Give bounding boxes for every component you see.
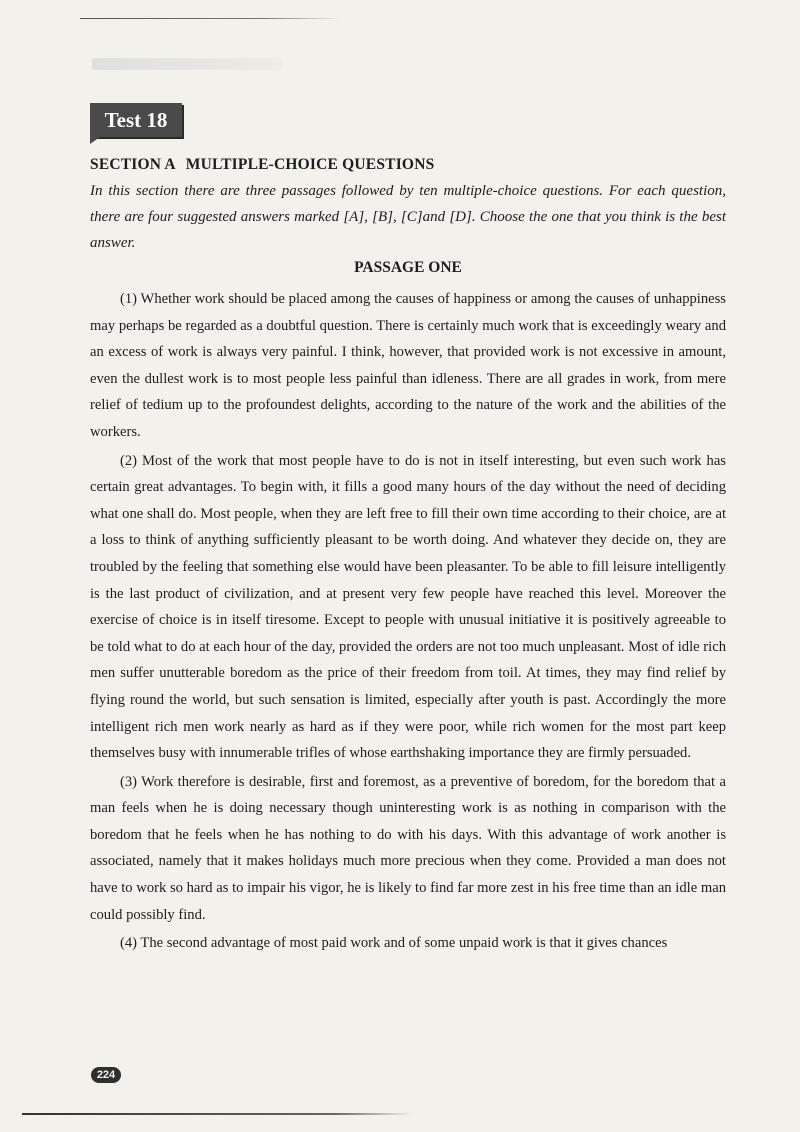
instructions: In this section there are three passages followed by ten multiple-choice questions. For each question, there are four suggested answers marked [A], [B], [C]and [D]. Choose the one that you think is the best answer. [90,183,726,251]
bottom-rule [22,1113,412,1115]
page-content [90,154,726,957]
test-badge: Test 18 [90,103,182,137]
page-number: 224 [91,1067,121,1083]
section-title: MULTIPLE-CHOICE QUESTIONS [185,156,435,173]
top-rule [80,18,342,19]
test-badge-notch [90,137,100,144]
paragraph-4: (4) The second advantage of most paid work and of some unpaid work is that it gives chances [120,935,668,952]
bleed-through-smudge [92,58,282,70]
paragraph-2: (2) Most of the work that most people have to do is not in itself interesting, but even such work has certain great advantages. To begin with, it fills a good many hours of the day without the need of deciding what one shall do. Most people, when they are left free to fill their own time according to their choice, are at a loss to think of anything sufficiently pleasant to be worth doing. And whatever they decide on, they are troubled by the feeling that something else would have been pleasanter. To be able to fill leisure intelligently is the last product of civilization, and at present very few people have reached this level. Moreover the exercise of choice is in itself tiresome. Except to people with unusual initiative it is positively agreeable to be told what to do at each hour of the day, provided the orders are not too much unpleasant. Most of idle rich men suffer unutterable boredom as the price of their freedom from toil. At times, they may find relief by flying round the world, but such sensation is limited, especially after youth is past. Accordingly the more intelligent rich men work nearly as hard as if they were poor, while rich women for the most part keep themselves busy with innumerable trifles of whose earthshaking importance they are firmly persuaded. [90,452,726,762]
passage-title: PASSAGE ONE [354,259,462,276]
section-letter: SECTION A [90,156,176,173]
paragraph-3: (3) Work therefore is desirable, first and foremost, as a preventive of boredom, for the boredom that a man feels when he is doing necessary though uninteresting work is as nothing in comparison with the boredom that he feels when he has nothing to do with his days. With this advantage of work another is associated, namely that it makes holidays much more precious when they come. Provided a man does not have to work so hard as to impair his vigor, he is likely to find far more zest in his free time than an idle man could possibly find. [90,773,726,923]
paragraph-1: (1) Whether work should be placed among the causes of happiness or among the causes of unhappiness may perhaps be regarded as a doubtful question. There is certainly much work that is exceedingly weary and an excess of work is always very painful. I think, however, that provided work is not excessive in amount, even the dullest work is to most people less painful than idleness. There are all grades in work, from mere relief of tedium up to the profoundest delights, according to the nature of the work and the abilities of the workers. [90,291,726,440]
section-heading [90,154,726,176]
